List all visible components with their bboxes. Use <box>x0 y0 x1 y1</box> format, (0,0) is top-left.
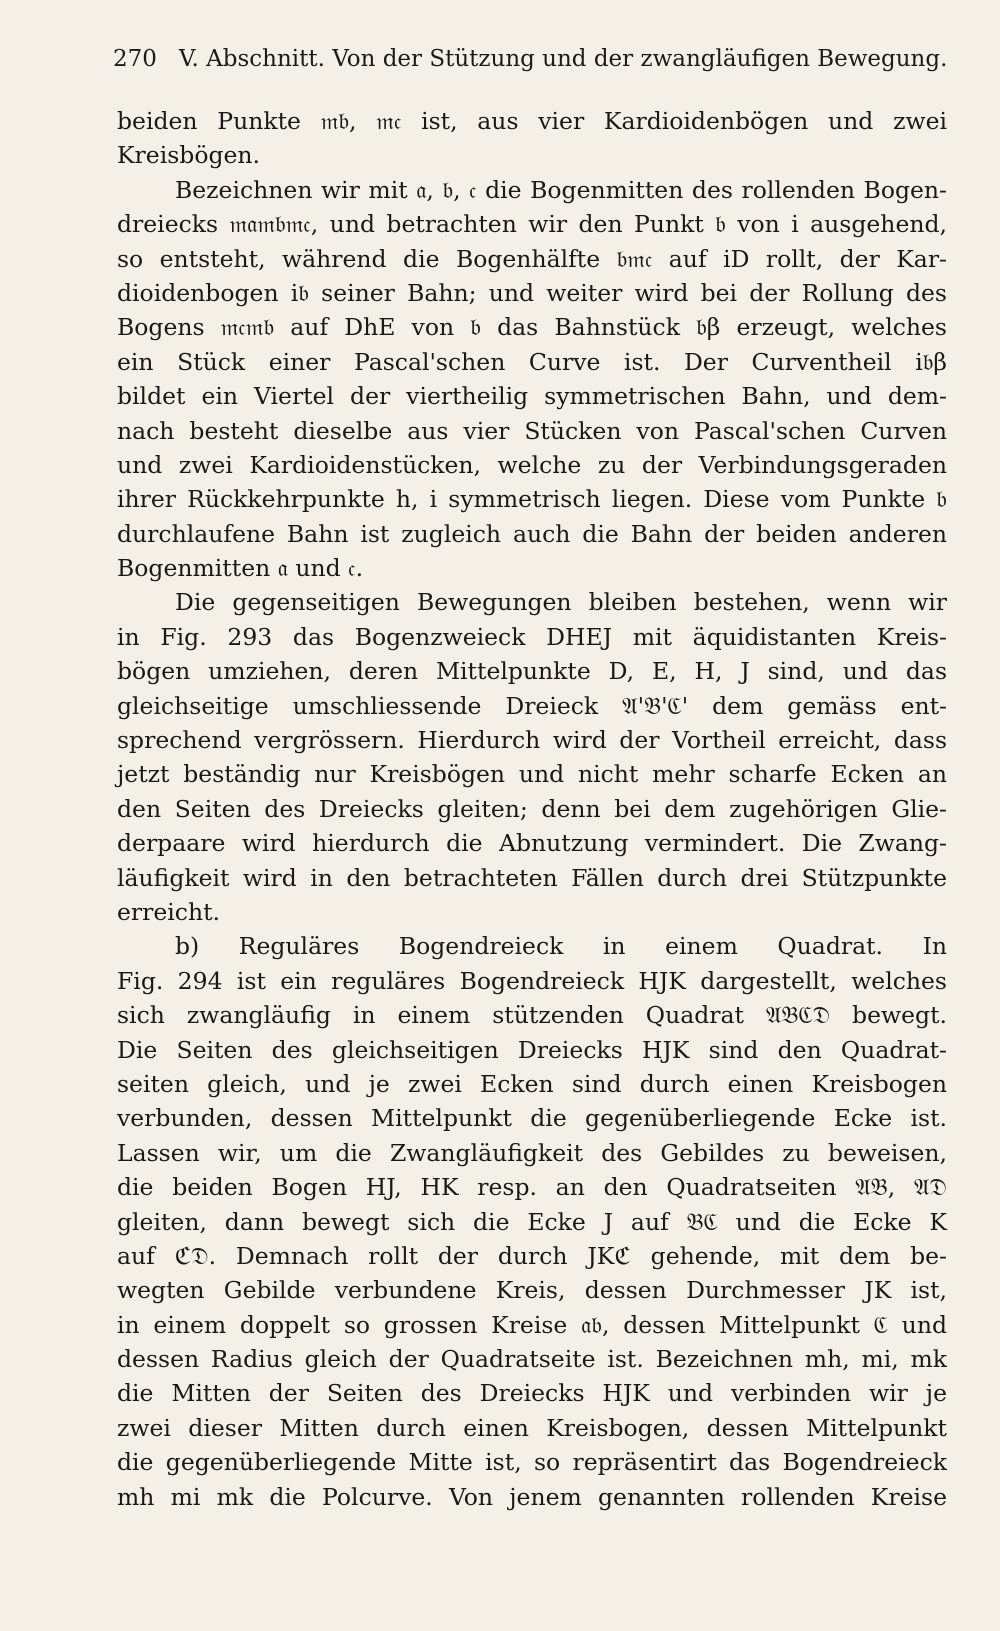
text-line: Die Seiten des gleichseitigen Dreiecks HJK sind den Quadrat- <box>117 1035 947 1064</box>
text-line: und zwei Kardioidenstücken, welche zu der Verbindungsgeraden <box>117 450 947 479</box>
page-number: 270 <box>113 46 157 72</box>
text-line: zwei dieser Mitten durch einen Kreisbogen, dessen Mittelpunkt <box>117 1413 947 1442</box>
text-line: den Seiten des Dreiecks gleiten; denn bei dem zugehörigen Glie- <box>117 794 947 823</box>
text-line: bildet ein Viertel der viertheilig symmetrischen Bahn, und dem- <box>117 382 947 411</box>
paragraph-start-line: Die gegenseitigen Bewegungen bleiben bestehen, wenn wir <box>175 588 947 617</box>
text-line: Lassen wir, um die Zwangläufigkeit des Gebildes zu beweisen, <box>117 1138 947 1167</box>
text-line: die beiden Bogen HJ, HK resp. an den Quadratseiten 𝔄𝔅, 𝔄𝔇 <box>117 1173 947 1202</box>
text-line: bögen umziehen, deren Mittelpunkte D, E, H, J sind, und das <box>117 657 947 686</box>
text-line: verbunden, dessen Mittelpunkt die gegenüberliegende Ecke ist. <box>117 1104 947 1133</box>
body-text <box>117 104 947 1514</box>
running-header <box>113 46 948 72</box>
text-line: Bogens 𝔪𝔠𝔪𝔟 auf DhE von 𝔟 das Bahnstück 𝔟β erzeugt, welches <box>117 313 947 342</box>
text-line: dioidenbogen i𝔟 seiner Bahn; und weiter wird bei der Rollung des <box>117 278 947 307</box>
text-line: die gegenüberliegende Mitte ist, so repräsentirt das Bogendreieck <box>117 1448 947 1477</box>
text-line: in Fig. 293 das Bogenzweieck DHEJ mit äquidistanten Kreis- <box>117 622 947 651</box>
paragraph-start-line: Bezeichnen wir mit 𝔞, 𝔟, 𝔠 die Bogenmitten des rollenden Bogen- <box>175 175 947 204</box>
text-line: auf ℭ𝔇. Demnach rollt der durch JKℭ gehende, mit dem be- <box>117 1241 947 1270</box>
text-line: Fig. 294 ist ein reguläres Bogendreieck HJK dargestellt, welches <box>117 966 947 995</box>
running-title: V. Abschnitt. Von der Stützung und der zwangläufigen Bewegung. <box>178 46 948 72</box>
text-line: läufigkeit wird in den betrachteten Fällen durch drei Stützpunkte <box>117 863 947 892</box>
text-line: durchlaufene Bahn ist zugleich auch die Bahn der beiden anderen <box>117 519 947 548</box>
text-line: derpaare wird hierdurch die Abnutzung vermindert. Die Zwang- <box>117 829 947 858</box>
text-line: gleiten, dann bewegt sich die Ecke J auf 𝔅ℭ und die Ecke K <box>117 1207 947 1236</box>
text-line: ein Stück einer Pascal'schen Curve ist. Der Curventheil i𝔟β <box>117 347 947 376</box>
text-line: wegten Gebilde verbundene Kreis, dessen Durchmesser JK ist, <box>117 1276 947 1305</box>
text-line: dreiecks 𝔪𝔞𝔪𝔟𝔪𝔠, und betrachten wir den Punkt 𝔟 von i ausgehend, <box>117 210 947 239</box>
text-line: Kreisbögen. <box>117 141 261 170</box>
text-line: dessen Radius gleich der Quadratseite ist. Bezeichnen mh, mi, mk <box>117 1345 947 1374</box>
text-line: jetzt beständig nur Kreisbögen und nicht mehr scharfe Ecken an <box>117 760 947 789</box>
text-line: beiden Punkte 𝔪𝔟, 𝔪𝔠 ist, aus vier Kardioidenbögen und zwei <box>117 107 947 135</box>
section-heading-line: b) Reguläres Bogendreieck in einem Quadrat. In <box>175 932 947 961</box>
text-line: ihrer Rückkehrpunkte h, i symmetrisch liegen. Diese vom Punkte 𝔟 <box>117 485 947 514</box>
text-line: sich zwangläufig in einem stützenden Quadrat 𝔄𝔅ℭ𝔇 bewegt. <box>117 1001 947 1030</box>
text-line: gleichseitige umschliessende Dreieck 𝔄'𝔅'ℭ' dem gemäss ent- <box>117 691 947 720</box>
text-line: erreicht. <box>117 897 221 926</box>
text-line: Bogenmitten 𝔞 und 𝔠. <box>117 554 364 583</box>
text-line: seiten gleich, und je zwei Ecken sind durch einen Kreisbogen <box>117 1069 947 1098</box>
text-line: nach besteht dieselbe aus vier Stücken von Pascal'schen Curven <box>117 416 947 445</box>
text-line: mh mi mk die Polcurve. Von jenem genannten rollenden Kreise <box>117 1482 947 1511</box>
text-line: so entsteht, während die Bogenhälfte 𝔟𝔪𝔠 auf iD rollt, der Kar- <box>117 244 947 273</box>
text-line: die Mitten der Seiten des Dreiecks HJK und verbinden wir je <box>117 1379 947 1408</box>
text-line: in einem doppelt so grossen Kreise 𝔞𝔟, dessen Mittelpunkt ℭ und <box>117 1310 947 1339</box>
text-line: sprechend vergrössern. Hierdurch wird der Vortheil erreicht, dass <box>117 726 947 755</box>
